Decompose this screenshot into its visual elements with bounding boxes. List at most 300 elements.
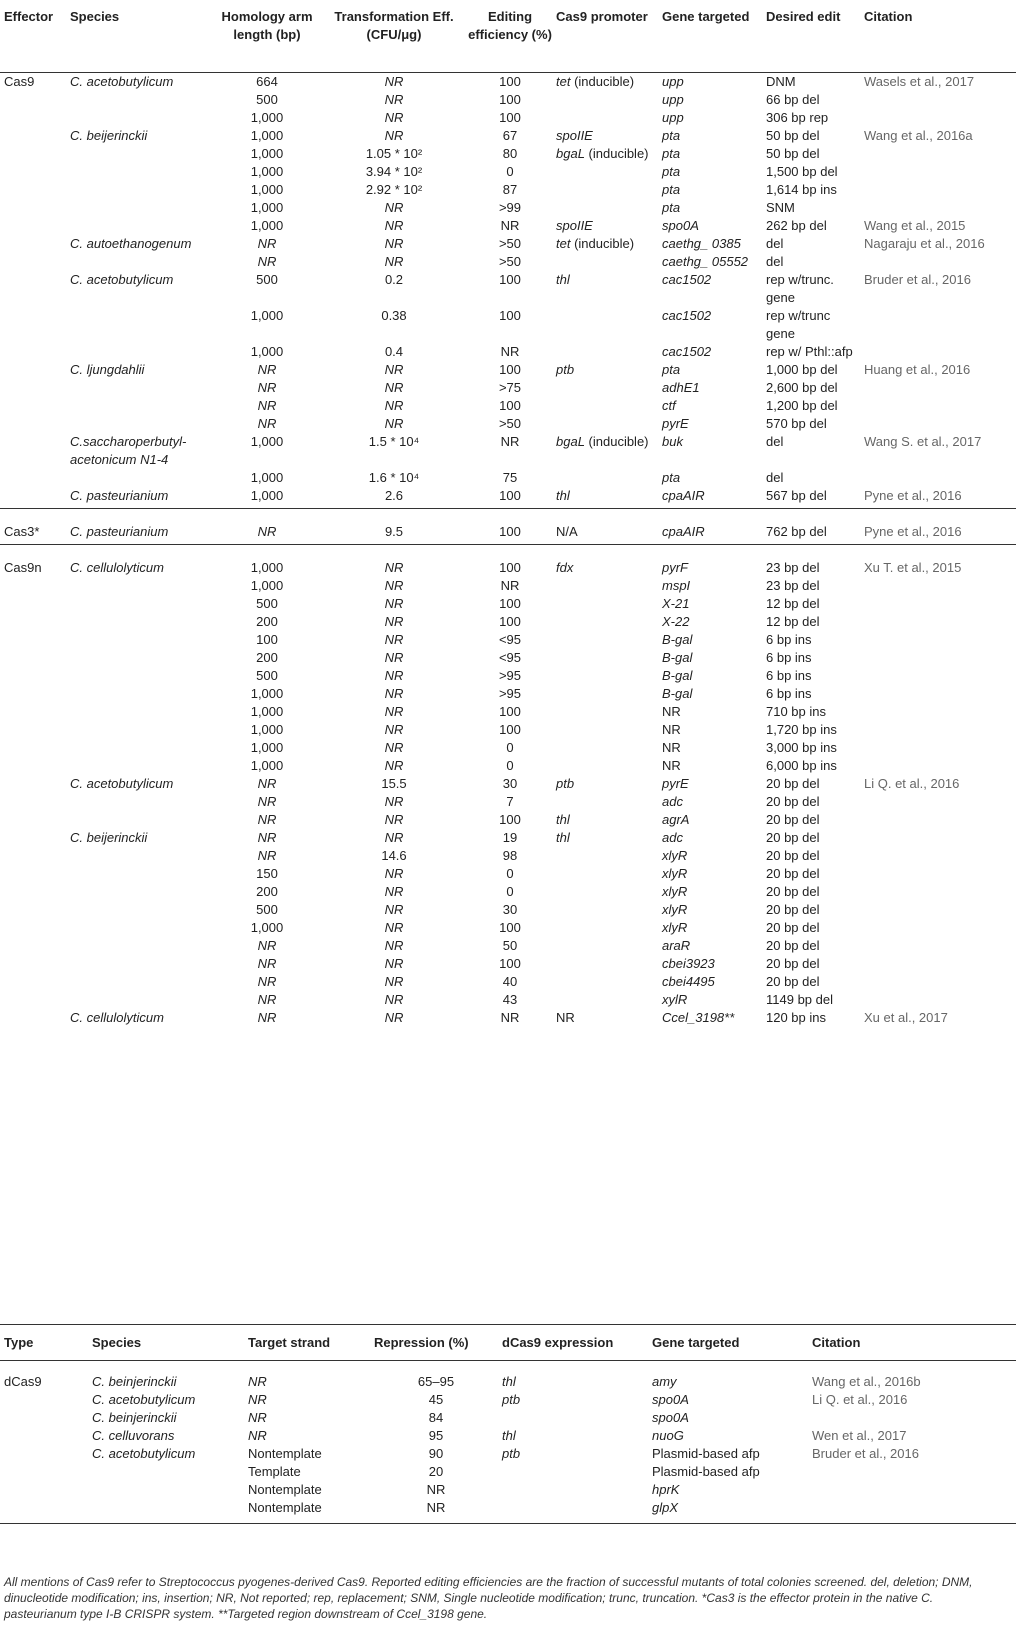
cell-gene-targeted: glpX xyxy=(648,1499,808,1524)
cell-species xyxy=(66,919,210,937)
table-row xyxy=(0,1361,1016,1392)
cell-effector xyxy=(0,199,66,217)
cell-type xyxy=(0,1427,88,1445)
cell-cas9-promoter: tet (inducible) xyxy=(556,73,635,89)
cell-transformation-eff: 0.2 xyxy=(384,271,404,287)
cell-species xyxy=(66,847,210,865)
table-row xyxy=(0,901,1016,919)
cell-editing-efficiency: 67 xyxy=(502,127,518,143)
cell-effector xyxy=(0,397,66,415)
cell-editing-efficiency: >50 xyxy=(498,253,522,269)
cell-citation xyxy=(860,181,1016,199)
cell-citation xyxy=(860,955,1016,973)
table-row xyxy=(0,91,1016,109)
cell-gene-targeted: araR xyxy=(662,937,691,953)
cell-species: C. autoethanogenum xyxy=(70,235,192,251)
table-row xyxy=(0,631,1016,649)
cell-citation xyxy=(860,703,1016,721)
cell-citation xyxy=(860,973,1016,991)
table-row xyxy=(0,72,1016,91)
cell-desired-edit: 20 bp del xyxy=(766,937,820,953)
cell-citation: Xu et al., 2017 xyxy=(864,1009,948,1025)
cell-species: C. beijerinckii xyxy=(70,829,148,845)
cell-citation xyxy=(860,415,1016,433)
cell-transformation-eff: NR xyxy=(384,919,404,935)
cell-cas9-promoter: bgaL (inducible) xyxy=(556,433,649,449)
cell-transformation-eff: 2.92 * 10² xyxy=(365,181,423,197)
cell-desired-edit: 3,000 bp ins xyxy=(766,739,837,755)
cell-homology-arm: 1,000 xyxy=(250,757,284,773)
cell-editing-efficiency: 80 xyxy=(502,145,518,161)
table-row xyxy=(0,109,1016,127)
cell-citation xyxy=(860,469,1016,487)
cell-homology-arm: NR xyxy=(257,415,277,431)
cell-transformation-eff: NR xyxy=(384,937,404,953)
cell-species xyxy=(66,703,210,721)
table-row xyxy=(0,379,1016,397)
cell-gene-targeted: xlyR xyxy=(662,847,688,863)
table-row xyxy=(0,415,1016,433)
cell-editing-efficiency: 100 xyxy=(499,109,521,125)
cell-cas9-promoter xyxy=(552,469,658,487)
cell-homology-arm: NR xyxy=(257,811,277,827)
cell-editing-efficiency: 7 xyxy=(506,793,514,809)
cell-homology-arm: 1,000 xyxy=(250,433,284,449)
cell-editing-efficiency: 100 xyxy=(464,508,552,544)
cell-desired-edit: 6 bp ins xyxy=(766,685,812,701)
cell-effector xyxy=(0,937,66,955)
cell-transformation-eff: 9.5 xyxy=(320,508,464,544)
cell-cas9-promoter: fdx xyxy=(556,559,574,575)
cell-homology-arm: NR xyxy=(257,973,277,989)
cell-gene-targeted: upp xyxy=(662,109,684,125)
table-row xyxy=(0,1391,1016,1409)
cell-gene-targeted: B-gal xyxy=(662,649,693,665)
cell-homology-arm: 1,000 xyxy=(250,163,284,179)
cell-repression: 95 xyxy=(428,1428,444,1443)
cell-homology-arm: 200 xyxy=(256,649,278,665)
cell-transformation-eff: NR xyxy=(384,199,404,215)
cell-species xyxy=(66,793,210,811)
cell-citation: Huang et al., 2016 xyxy=(864,361,971,377)
cell-effector xyxy=(0,343,66,361)
cell-effector xyxy=(0,901,66,919)
cell-citation xyxy=(860,793,1016,811)
header-citation: Citation xyxy=(808,1325,1016,1361)
table-row xyxy=(0,1009,1016,1027)
cell-citation xyxy=(808,1463,1016,1481)
cell-editing-efficiency: NR xyxy=(500,217,520,233)
cell-gene-targeted: pyrF xyxy=(662,559,688,575)
cell-cas9-promoter xyxy=(552,649,658,667)
cell-gene-targeted: caethg_ 0385 xyxy=(662,235,741,251)
cell-gene-targeted: xylR xyxy=(662,991,688,1007)
cell-gene-targeted: hprK xyxy=(652,1482,680,1497)
cell-desired-edit: 6 bp ins xyxy=(766,667,812,683)
cell-desired-edit: DNM xyxy=(766,73,796,89)
cell-transformation-eff: 1.5 * 10⁴ xyxy=(368,433,420,449)
cell-species: C. beinjerinckii xyxy=(92,1374,177,1389)
cell-desired-edit: 2,600 bp del xyxy=(766,379,838,395)
cell-effector xyxy=(0,793,66,811)
cell-transformation-eff: NR xyxy=(384,865,404,881)
cell-citation: Pyne et al., 2016 xyxy=(860,508,1016,544)
cell-cas9-promoter xyxy=(552,973,658,991)
cell-effector xyxy=(0,415,66,433)
cell-homology-arm: 1,000 xyxy=(250,577,284,593)
cell-cas9-promoter: spoIIE xyxy=(556,127,593,143)
cell-gene-targeted: spo0A xyxy=(652,1392,689,1407)
cell-citation xyxy=(860,379,1016,397)
cell-target-strand: Nontemplate xyxy=(244,1499,370,1524)
cell-type: dCas9 xyxy=(4,1374,42,1389)
header-target-strand: Target strand xyxy=(244,1325,370,1361)
table-row xyxy=(0,649,1016,667)
cell-transformation-eff: NR xyxy=(384,793,404,809)
cell-type xyxy=(0,1481,88,1499)
cell-citation xyxy=(860,667,1016,685)
cell-desired-edit: 12 bp del xyxy=(766,613,820,629)
cell-citation xyxy=(860,991,1016,1009)
cell-editing-efficiency: >95 xyxy=(498,667,522,683)
cell-citation xyxy=(860,901,1016,919)
cell-species xyxy=(66,757,210,775)
cell-effector xyxy=(0,181,66,199)
table-row xyxy=(0,199,1016,217)
cell-desired-edit: 20 bp del xyxy=(766,847,820,863)
cell-effector xyxy=(0,739,66,757)
cell-desired-edit: 20 bp del xyxy=(766,955,820,971)
cell-species xyxy=(66,811,210,829)
cell-transformation-eff: NR xyxy=(384,559,404,575)
cell-desired-edit: rep w/ Pthl::afp xyxy=(766,343,853,359)
cell-species xyxy=(66,469,210,487)
cell-gene-targeted: pyrE xyxy=(662,415,689,431)
cell-gene-targeted: adc xyxy=(662,793,683,809)
table-row xyxy=(0,469,1016,487)
cell-citation xyxy=(808,1409,1016,1427)
cell-transformation-eff: NR xyxy=(384,73,404,89)
cell-editing-efficiency: 100 xyxy=(499,73,521,89)
cell-cas9-promoter xyxy=(552,919,658,937)
cell-effector xyxy=(0,145,66,163)
cell-editing-efficiency: 100 xyxy=(499,595,521,611)
cell-homology-arm: NR xyxy=(257,235,277,251)
cell-species xyxy=(66,667,210,685)
cell-citation xyxy=(860,397,1016,415)
cell-cas9-promoter xyxy=(552,163,658,181)
cell-homology-arm: 150 xyxy=(256,865,278,881)
cell-effector xyxy=(0,865,66,883)
cell-repression: NR xyxy=(370,1499,498,1524)
cell-dcas9-expression xyxy=(498,1481,648,1499)
cell-homology-arm: 664 xyxy=(256,73,278,89)
cell-species xyxy=(88,1481,244,1499)
cell-effector xyxy=(0,433,66,469)
cell-homology-arm: 500 xyxy=(256,595,278,611)
cell-cas9-promoter xyxy=(552,739,658,757)
cell-transformation-eff: NR xyxy=(384,703,404,719)
cell-gene-targeted: X-22 xyxy=(662,613,690,629)
cell-cas9-promoter xyxy=(552,379,658,397)
cell-citation xyxy=(860,649,1016,667)
cell-cas9-promoter xyxy=(552,595,658,613)
cell-editing-efficiency: 100 xyxy=(499,721,521,737)
cell-citation xyxy=(860,253,1016,271)
cell-transformation-eff: 1.05 * 10² xyxy=(365,145,423,161)
cell-cas9-promoter: tet (inducible) xyxy=(556,235,635,251)
cell-citation xyxy=(860,343,1016,361)
cell-transformation-eff: NR xyxy=(384,631,404,647)
cell-homology-arm: 500 xyxy=(256,667,278,683)
cell-species xyxy=(66,721,210,739)
cell-citation xyxy=(808,1481,1016,1499)
cell-species: C. celluvorans xyxy=(92,1428,175,1443)
table-footnote: All mentions of Cas9 refer to Streptococcus pyogenes-derived Cas9. Reported editing efficiencies are the fraction of successful mutants of total colonies screened. del, deletion; DNM, dinucleotide modification; ins, insertion; NR, Not reported; rep, replacement; SNM, Single nucleotide modification; trunc, truncation. *Cas3 is the effector protein in the native C. pasteurianum type I-B CRISPR system. **Targeted region downstream of Ccel_3198 gene. xyxy=(4,1575,973,1621)
cell-gene-targeted: X-21 xyxy=(662,595,690,611)
cell-gene-targeted: nuoG xyxy=(652,1428,684,1443)
header-citation: Citation xyxy=(860,8,1016,72)
cell-repression: 90 xyxy=(428,1446,444,1461)
cell-gene-targeted: xlyR xyxy=(662,919,688,935)
cell-dcas9-expression: ptb xyxy=(502,1392,521,1407)
cell-cas9-promoter xyxy=(552,757,658,775)
cell-cas9-promoter: thl xyxy=(552,487,658,509)
cell-effector xyxy=(0,919,66,937)
cell-desired-edit: 1,614 bp ins xyxy=(766,181,837,197)
cell-homology-arm: NR xyxy=(257,253,277,269)
table-row xyxy=(0,865,1016,883)
cell-type xyxy=(0,1409,88,1427)
cell-homology-arm: 1,000 xyxy=(250,307,284,323)
cell-transformation-eff: 0.4 xyxy=(384,343,404,359)
cell-citation xyxy=(860,145,1016,163)
cell-species xyxy=(66,217,210,235)
cell-transformation-eff: NR xyxy=(384,91,404,107)
cell-desired-edit: 20 bp del xyxy=(766,793,820,809)
cell-cas9-promoter: ptb xyxy=(556,775,575,791)
cell-editing-efficiency: >50 xyxy=(498,415,522,431)
cell-species xyxy=(66,865,210,883)
cell-desired-edit: del xyxy=(766,469,784,485)
table-row xyxy=(0,937,1016,955)
cell-cas9-promoter xyxy=(552,865,658,883)
cell-effector xyxy=(0,487,66,509)
cell-effector: Cas9n xyxy=(4,559,42,575)
cell-effector xyxy=(0,685,66,703)
table-row xyxy=(0,433,1016,469)
cell-species xyxy=(66,883,210,901)
table-row xyxy=(0,991,1016,1009)
cell-transformation-eff: NR xyxy=(384,667,404,683)
cell-gene-targeted: xlyR xyxy=(662,901,688,917)
cell-dcas9-expression: thl xyxy=(502,1428,516,1443)
cell-citation xyxy=(860,721,1016,739)
cell-target-strand: NR xyxy=(248,1392,267,1407)
cell-target-strand: Template xyxy=(248,1464,301,1479)
cell-transformation-eff: NR xyxy=(384,829,404,845)
cell-homology-arm: 500 xyxy=(256,271,278,287)
cell-desired-edit: 50 bp del xyxy=(766,145,820,161)
cell-transformation-eff: 15.5 xyxy=(381,775,407,791)
cell-desired-edit: 20 bp del xyxy=(766,901,820,917)
cell-effector xyxy=(0,361,66,379)
cell-editing-efficiency: >50 xyxy=(498,235,522,251)
cell-effector xyxy=(0,577,66,595)
cell-desired-edit: 23 bp del xyxy=(766,577,820,593)
cell-gene-targeted: spo0A xyxy=(662,217,699,233)
cell-transformation-eff: NR xyxy=(384,1009,404,1025)
table-row xyxy=(0,544,1016,577)
table-row xyxy=(0,703,1016,721)
cell-target-strand: NR xyxy=(248,1410,267,1425)
cell-homology-arm: 1,000 xyxy=(250,685,284,701)
cell-homology-arm: NR xyxy=(210,508,320,544)
cell-effector xyxy=(0,721,66,739)
cell-homology-arm: NR xyxy=(257,991,277,1007)
cell-species: C. cellulolyticum xyxy=(70,1009,164,1025)
cell-editing-efficiency: 98 xyxy=(502,847,518,863)
table2-body xyxy=(0,1361,1016,1524)
cell-homology-arm: 200 xyxy=(256,613,278,629)
cell-effector xyxy=(0,991,66,1009)
cell-effector xyxy=(0,163,66,181)
table-row xyxy=(0,217,1016,235)
cell-citation: Xu T. et al., 2015 xyxy=(864,559,962,575)
cell-effector xyxy=(0,217,66,235)
cell-citation xyxy=(860,865,1016,883)
cell-gene-targeted: B-gal xyxy=(662,631,693,647)
cell-gene-targeted: pta xyxy=(662,163,681,179)
table-row xyxy=(0,1409,1016,1427)
cell-citation: Wen et al., 2017 xyxy=(812,1428,907,1443)
cell-species: C. cellulolyticum xyxy=(70,559,164,575)
table-row xyxy=(0,793,1016,811)
cell-desired-edit: rep w/trunc gene xyxy=(766,307,831,341)
cell-gene-targeted: B-gal xyxy=(662,685,693,701)
cell-species xyxy=(88,1463,244,1481)
cell-editing-efficiency: 100 xyxy=(499,307,521,323)
cell-cas9-promoter: ptb xyxy=(556,361,575,377)
cell-citation xyxy=(860,757,1016,775)
cell-type xyxy=(0,1445,88,1463)
cell-gene-targeted: upp xyxy=(662,73,684,89)
cell-transformation-eff: NR xyxy=(384,955,404,971)
cell-transformation-eff: NR xyxy=(384,991,404,1007)
cell-cas9-promoter xyxy=(552,901,658,919)
cell-citation xyxy=(860,631,1016,649)
cell-gene-targeted: agrA xyxy=(662,811,690,827)
table1-body xyxy=(0,72,1016,1027)
cell-gene-targeted: cac1502 xyxy=(662,271,712,287)
cell-dcas9-expression: thl xyxy=(502,1374,516,1389)
cell-editing-efficiency: 0 xyxy=(506,739,514,755)
cell-homology-arm: 500 xyxy=(256,91,278,107)
cell-repression: 20 xyxy=(428,1464,444,1479)
cell-cas9-promoter: thl xyxy=(556,829,570,845)
header-gene-targeted: Gene targeted xyxy=(658,8,762,72)
cell-cas9-promoter: spoIIE xyxy=(556,217,593,233)
table-row xyxy=(0,361,1016,379)
cell-citation xyxy=(860,685,1016,703)
cell-gene-targeted: pta xyxy=(662,127,681,143)
cell-transformation-eff: NR xyxy=(384,739,404,755)
cell-gene-targeted: upp xyxy=(662,91,684,107)
cell-cas9-promoter: thl xyxy=(556,811,570,827)
cell-desired-edit: 20 bp del xyxy=(766,865,820,881)
cell-homology-arm: NR xyxy=(257,775,277,791)
cell-species xyxy=(66,685,210,703)
cell-cas9-promoter xyxy=(552,991,658,1009)
cell-cas9-promoter xyxy=(552,685,658,703)
cell-transformation-eff: NR xyxy=(384,973,404,989)
cell-desired-edit: 20 bp del xyxy=(766,811,820,827)
table-row xyxy=(0,145,1016,163)
cell-effector xyxy=(0,811,66,829)
cell-transformation-eff: NR xyxy=(384,595,404,611)
cell-editing-efficiency: <95 xyxy=(498,631,522,647)
cell-target-strand: NR xyxy=(248,1374,267,1389)
cell-transformation-eff: NR xyxy=(384,811,404,827)
cell-effector xyxy=(0,379,66,397)
cell-editing-efficiency: 43 xyxy=(502,991,518,1007)
cell-transformation-eff: NR xyxy=(384,253,404,269)
cell-gene-targeted: pta xyxy=(662,469,681,485)
cell-species xyxy=(66,109,210,127)
table1-header-row xyxy=(0,8,1016,72)
cell-citation: Wang et al., 2016b xyxy=(812,1374,921,1389)
table-row xyxy=(0,487,1016,509)
cell-cas9-promoter xyxy=(552,721,658,739)
cell-transformation-eff: NR xyxy=(384,397,404,413)
cell-gene-targeted: adhE1 xyxy=(662,379,700,395)
cell-species xyxy=(66,649,210,667)
header-homology-arm: Homology arm length (bp) xyxy=(210,8,320,72)
cell-editing-efficiency: >99 xyxy=(498,199,522,215)
cell-desired-edit: 567 bp del xyxy=(762,487,860,509)
cell-gene-targeted: NR xyxy=(662,757,681,773)
cell-transformation-eff: NR xyxy=(384,901,404,917)
cell-editing-efficiency: 19 xyxy=(502,829,518,845)
cell-homology-arm: NR xyxy=(257,793,277,809)
cell-homology-arm: NR xyxy=(257,397,277,413)
cell-editing-efficiency: 30 xyxy=(502,775,518,791)
table-row xyxy=(0,757,1016,775)
cell-citation xyxy=(860,307,1016,343)
cell-homology-arm: 1,000 xyxy=(250,181,284,197)
cell-species: C. acetobutylicum xyxy=(92,1446,196,1461)
cell-repression: 65–95 xyxy=(417,1374,455,1389)
cell-transformation-eff: 0.38 xyxy=(381,307,407,323)
cell-species: C. ljungdahlii xyxy=(70,361,145,377)
cell-desired-edit: 20 bp del xyxy=(766,973,820,989)
cell-transformation-eff: NR xyxy=(384,127,404,143)
cell-cas9-promoter xyxy=(552,109,658,127)
cell-cas9-promoter: NR xyxy=(556,1009,575,1025)
cell-desired-edit: 262 bp del xyxy=(766,217,827,233)
cell-citation: Wasels et al., 2017 xyxy=(864,73,975,89)
cell-editing-efficiency: 100 xyxy=(499,397,521,413)
cell-effector xyxy=(0,307,66,343)
cell-homology-arm: 1,000 xyxy=(250,343,284,359)
cell-editing-efficiency: NR xyxy=(500,577,520,593)
cell-type xyxy=(0,1391,88,1409)
cell-citation xyxy=(860,91,1016,109)
cell-effector xyxy=(0,973,66,991)
cell-cas9-promoter xyxy=(552,793,658,811)
cell-desired-edit: 12 bp del xyxy=(766,595,820,611)
cell-editing-efficiency: 0 xyxy=(506,163,514,179)
